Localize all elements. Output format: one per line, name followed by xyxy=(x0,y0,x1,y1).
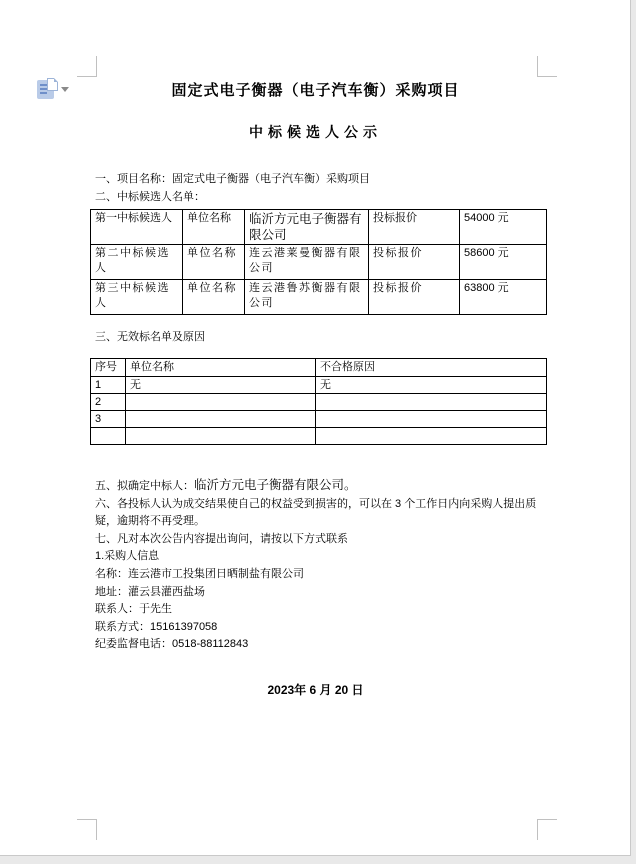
reason-cell xyxy=(316,411,547,428)
lower-paragraphs xyxy=(95,477,557,654)
price-label-cell: 投标报价 xyxy=(369,280,460,315)
document-date: 2023年 6 月 20 日 xyxy=(267,683,364,697)
price-cell: 58600 元 xyxy=(460,245,547,280)
contact-phone: 联系方式：15161397058 xyxy=(95,620,218,633)
document-subtitle: 中标候选人公示 xyxy=(249,124,382,140)
contact-heading: 1.采购人信息 xyxy=(95,550,160,563)
contact-supervise-phone: 纪委监督电话：0518-88112843 xyxy=(95,638,249,651)
table-row xyxy=(91,377,547,394)
price-label-cell: 投标报价 xyxy=(369,245,460,280)
price-cell: 63800 元 xyxy=(460,280,547,315)
rank-cell: 第一中标候选人 xyxy=(91,210,183,245)
candidates-table xyxy=(90,209,547,315)
name-label-cell: 单位名称 xyxy=(183,280,245,315)
contact-person: 联系人：于先生 xyxy=(95,603,172,616)
reason-cell xyxy=(316,428,547,445)
unit-cell xyxy=(126,428,316,445)
awardee-company: 临沂方元电子衡器有限公司。 xyxy=(194,478,357,492)
section-inquiry: 七、凡对本次公告内容提出询问，请按以下方式联系 xyxy=(95,532,348,545)
seq-cell: 3 xyxy=(91,411,126,428)
rank-cell: 第二中标候选人 xyxy=(91,245,183,280)
header-cell: 单位名称 xyxy=(126,359,316,377)
contact-name: 名称：连云港市工投集团日晒制盐有限公司 xyxy=(95,567,304,580)
unit-cell: 无 xyxy=(126,377,316,394)
awardee-prefix: 五、拟确定中标人： xyxy=(95,480,194,492)
document-title: 固定式电子衡器（电子汽车衡）采购项目 xyxy=(171,82,460,99)
invalid-bids-table xyxy=(90,358,547,445)
seq-cell xyxy=(91,428,126,445)
company-cell: 临沂方元电子衡器有限公司 xyxy=(245,210,369,245)
reason-cell xyxy=(316,394,547,411)
table-row xyxy=(91,428,547,445)
table-row xyxy=(91,394,547,411)
price-cell: 54000 元 xyxy=(460,210,547,245)
unit-cell xyxy=(126,394,316,411)
contact-address: 地址：灌云县灌西盐场 xyxy=(95,585,205,598)
seq-cell: 2 xyxy=(91,394,126,411)
text-boundary-mark-bottom-left xyxy=(77,819,97,840)
name-label-cell: 单位名称 xyxy=(183,210,245,245)
header-cell: 不合格原因 xyxy=(316,359,547,377)
name-label-cell: 单位名称 xyxy=(183,245,245,280)
text-boundary-mark-top-right xyxy=(537,56,557,77)
company-cell: 连云港鲁苏衡器有限公司 xyxy=(245,280,369,315)
section-awardee xyxy=(95,477,557,496)
company-cell: 连云港莱曼衡器有限公司 xyxy=(245,245,369,280)
header-cell: 序号 xyxy=(91,359,126,377)
price-label-cell: 投标报价 xyxy=(369,210,460,245)
reason-cell: 无 xyxy=(316,377,547,394)
table-row xyxy=(91,280,547,315)
table-row xyxy=(91,245,547,280)
table-row xyxy=(91,210,547,245)
text-boundary-mark-top-left xyxy=(77,56,97,77)
section-invalid-bids-heading: 三、无效标名单及原因 xyxy=(95,331,205,343)
unit-cell xyxy=(126,411,316,428)
section-project-name: 一、项目名称：固定式电子衡器（电子汽车衡）采购项目 xyxy=(95,173,370,185)
table-row xyxy=(91,411,547,428)
rank-cell: 第三中标候选人 xyxy=(91,280,183,315)
section-objection: 六、各投标人认为成交结果使自己的权益受到损害的，可以在 3 个工作日内向采购人提出质疑，逾期将不再受理。 xyxy=(95,497,537,528)
text-boundary-mark-bottom-right xyxy=(537,819,557,840)
seq-cell: 1 xyxy=(91,377,126,394)
section-candidate-list-heading: 二、中标候选人名单： xyxy=(95,191,205,203)
table-header-row xyxy=(91,359,547,377)
